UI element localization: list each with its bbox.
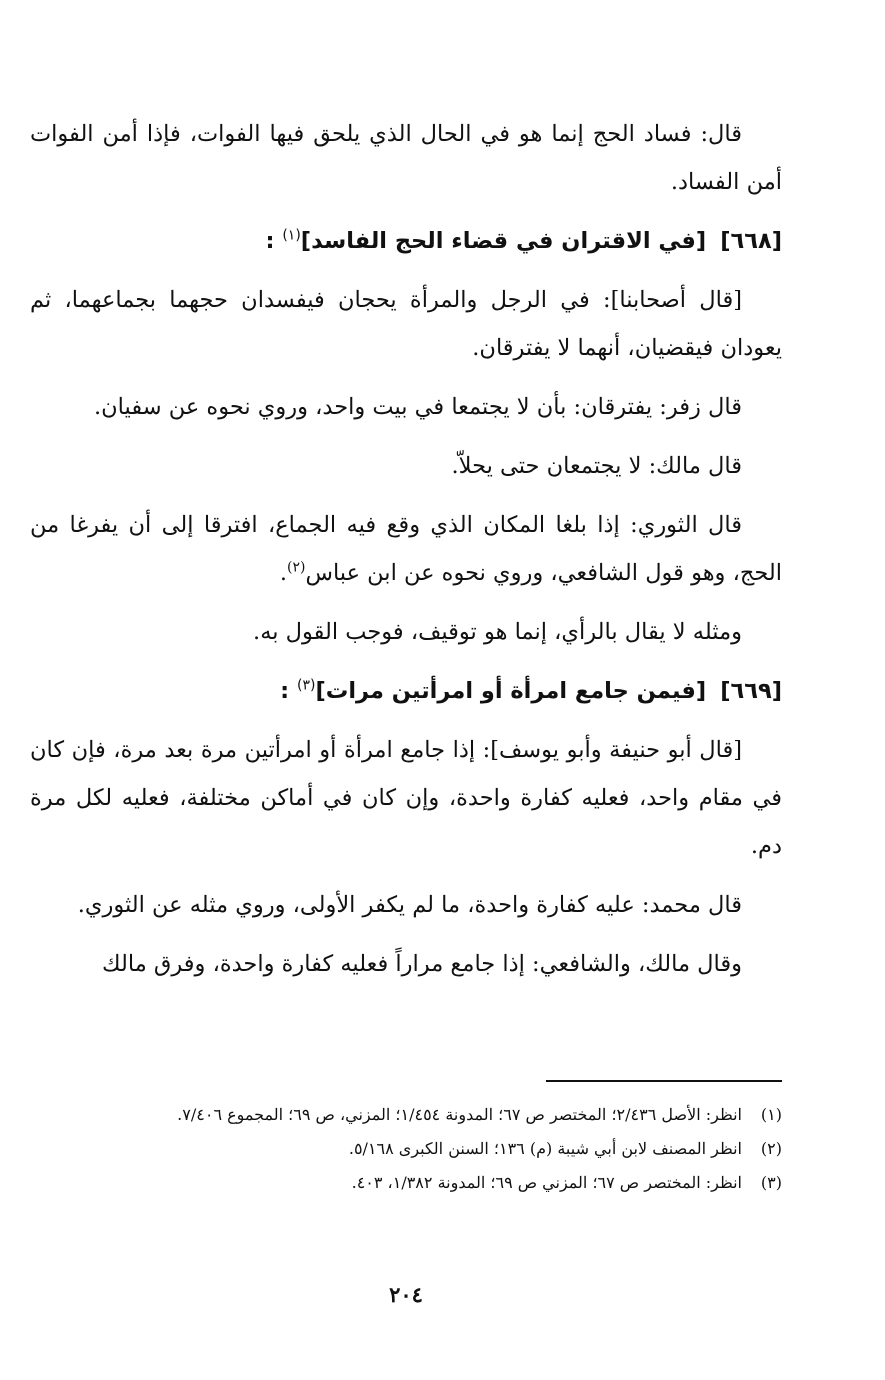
footnote-item [30, 1098, 782, 1132]
footnote-text: انظر المصنف لابن أبي شيبة (م) ١٣٦؛ السنن الكبرى ٥/١٦٨. [348, 1139, 742, 1158]
section-heading-668 [30, 217, 782, 265]
top-margin [30, 0, 782, 110]
footnote-number: (١) [760, 1105, 782, 1124]
paragraph-ashabuna: [قال أصحابنا]: في الرجل والمرأة يحجان فيفسدان حجهما بجماعهما، ثم يعودان فيقضيان، أنهما لا يفترقان. [30, 287, 782, 361]
paragraph-muhammad: قال محمد: عليه كفارة واحدة، ما لم يكفر الأولى، وروي مثله عن الثوري. [77, 892, 742, 918]
paragraph-fasad-hajj: قال: فساد الحج إنما هو في الحال الذي يلحق فيها الفوات، فإذا أمن الفوات أمن الفساد. [30, 121, 782, 195]
footnotes [30, 1098, 782, 1200]
section-number: [٦٦٨] [720, 228, 782, 254]
section-heading-669 [30, 667, 782, 715]
footnote-divider [546, 1080, 782, 1082]
paragraph-end: . [279, 560, 288, 586]
section-title: [فيمن جامع امرأة أو امرأتين مرات] [315, 678, 707, 704]
paragraph-tawqif: ومثله لا يقال بالرأي، إنما هو توقيف، فوجب القول به. [253, 619, 742, 645]
page-number: ٢٠٤ [389, 1282, 423, 1307]
document-page [30, 0, 782, 1380]
section-number: [٦٦٩] [720, 678, 782, 704]
paragraph-malik: قال مالك: لا يجتمعان حتى يحلاّ. [451, 453, 742, 479]
paragraph-zufar: قال زفر: يفترقان: بأن لا يجتمعا في بيت واحد، وروي نحوه عن سفيان. [94, 394, 742, 420]
paragraph-text: قال الثوري: إذا بلغا المكان الذي وقع فيه الجماع، افترقا إلى أن يفرغا من الحج، وهو قول الشافعي، وروي نحوه عن ابن عباس [30, 512, 782, 586]
footnote-number: (٣) [760, 1173, 782, 1192]
footnote-text: انظر: الأصل ٢/٤٣٦؛ المختصر ص ٦٧؛ المدونة ١/٤٥٤؛ المزني، ص ٦٩؛ المجموع ٧/٤٠٦. [177, 1105, 742, 1124]
footnote-item [30, 1132, 782, 1166]
section-title: [في الاقتران في قضاء الحج الفاسد] [300, 228, 707, 254]
footnote-number: (٢) [760, 1139, 782, 1158]
paragraph-abu-hanifa: [قال أبو حنيفة وأبو يوسف]: إذا جامع امرأة أو امرأتين مرة بعد مرة، فإن كان في مقام واحد، فعليه كفارة واحدة، وإن كان في أماكن مختلفة، فعليه لكل مرة دم. [30, 737, 782, 859]
paragraph-malik-shafii: وقال مالك، والشافعي: إذا جامع مراراً فعليه كفارة واحدة، وفرق مالك [102, 951, 742, 977]
heading-colon: : [265, 228, 275, 254]
footnote-marker: (١) [282, 227, 301, 244]
heading-colon: : [280, 678, 290, 704]
footnote-marker: (٢) [287, 559, 306, 576]
paragraph-thawri [30, 501, 782, 597]
footnote-text: انظر: المختصر ص ٦٧؛ المزني ص ٦٩؛ المدونة ١/٣٨٢، ٤٠٣. [351, 1173, 742, 1192]
footnote-marker: (٣) [296, 677, 316, 694]
footnote-item [30, 1166, 782, 1200]
